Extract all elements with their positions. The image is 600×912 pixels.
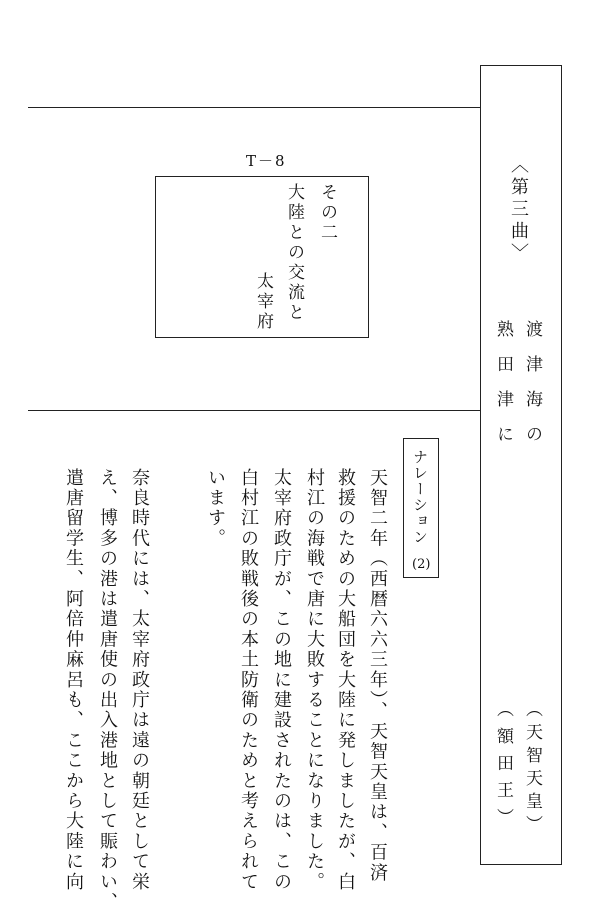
middle-rule <box>28 410 480 411</box>
body-column-9: 遣唐留学生、阿倍仲麻呂も、ここから大陸に向 <box>63 468 84 893</box>
narration-label: ナレーション <box>411 449 429 545</box>
body-column-2: 救援のための大船団を大陸に発しましたが、白 <box>335 468 356 893</box>
body-column-4: 太宰府政庁が、この地に建設されたのは、この <box>271 468 292 893</box>
author-line-1: （天智天皇） <box>522 700 542 838</box>
body-column-6: います。 <box>205 468 226 549</box>
body-column-7: 奈良時代には、太宰府政庁は遠の朝廷として栄 <box>129 468 150 893</box>
card-part: その二 <box>317 183 337 243</box>
body-column-8: え、博多の港は遣唐使の出入港地として賑わい、 <box>97 468 118 912</box>
author-line-2: （額田王） <box>493 700 513 835</box>
body-column-1: 天智二年（西暦六六三年）、天智天皇は、百済 <box>367 468 388 884</box>
body-column-3: 村江の海戦で唐に大敗することになりました。 <box>304 468 325 893</box>
top-rule <box>28 107 480 108</box>
card-code: T－8 <box>246 152 287 170</box>
song-title-line-1: 渡津海の <box>522 320 542 460</box>
section-label: 〈第三曲〉 <box>508 155 529 265</box>
card-title-line-2: 太宰府 <box>253 272 273 332</box>
body-column-5: 白村江の敗戦後の本土防衛のためと考えられて <box>238 468 259 893</box>
song-title-line-2: 熟田津に <box>493 320 513 460</box>
narration-number: (2) <box>412 557 431 572</box>
card-title-line-1: 大陸との交流と <box>284 183 304 323</box>
narration-badge <box>403 438 439 578</box>
